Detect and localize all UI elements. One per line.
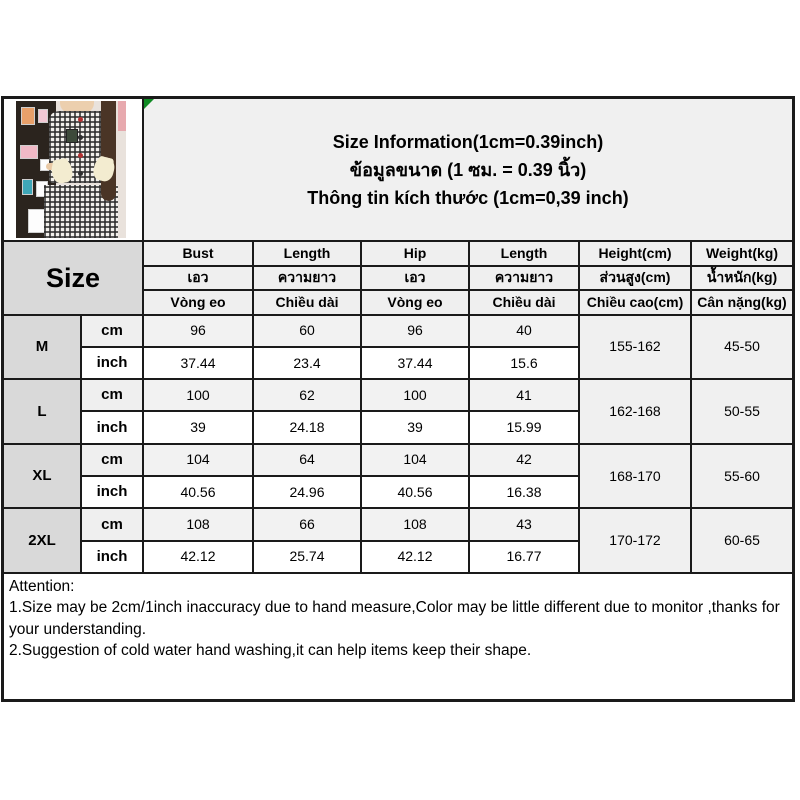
attention-heading: Attention:: [9, 577, 75, 595]
xl-bust-inch: 40.56: [144, 477, 252, 507]
m-length2-inch: 15.6: [470, 348, 578, 378]
col-header-bust-vi: Vòng eo: [144, 291, 252, 314]
l-length2-cm: 41: [470, 380, 578, 410]
col-header-bust-en: Bust: [144, 242, 252, 265]
col-header-length2-th: ความยาว: [470, 267, 578, 290]
col-header-height-th: ส่วนสูง(cm): [580, 267, 690, 290]
size-label-2xl: 2XL: [4, 509, 80, 572]
2xl-length-cm: 66: [254, 509, 360, 539]
col-header-length2-vi: Chiều dài: [470, 291, 578, 314]
l-bust-inch: 39: [144, 412, 252, 442]
col-header-hip-en: Hip: [362, 242, 468, 265]
m-length2-cm: 40: [470, 316, 578, 346]
l-hip-inch: 39: [362, 412, 468, 442]
2xl-length2-cm: 43: [470, 509, 578, 539]
xl-length-inch: 24.96: [254, 477, 360, 507]
xl-weight-range: 55-60: [692, 445, 792, 508]
col-header-hip-th: เอว: [362, 267, 468, 290]
col-header-bust-th: เอว: [144, 267, 252, 290]
unit-inch: inch: [82, 348, 142, 378]
cell-corner-marker-icon: [144, 99, 154, 109]
col-header-length-en: Length: [254, 242, 360, 265]
page-title-en: Size Information(1cm=0.39inch): [332, 131, 604, 152]
m-length-cm: 60: [254, 316, 360, 346]
col-header-length-th: ความยาว: [254, 267, 360, 290]
m-hip-cm: 96: [362, 316, 468, 346]
col-header-height-vi: Chiều cao(cm): [580, 291, 690, 314]
2xl-length-inch: 25.74: [254, 542, 360, 572]
l-length2-inch: 15.99: [470, 412, 578, 442]
2xl-bust-cm: 108: [144, 509, 252, 539]
size-label-l: L: [4, 380, 80, 443]
2xl-length2-inch: 16.77: [470, 542, 578, 572]
l-weight-range: 50-55: [692, 380, 792, 443]
product-photo-cell: [4, 99, 142, 240]
attention-item-1: 1.Size may be 2cm/1inch inaccuracy due to hand measure,Color may be little different due to monitor ,thanks for your understanding.: [9, 599, 780, 638]
m-bust-inch: 37.44: [144, 348, 252, 378]
col-header-weight-en: Weight(kg): [692, 242, 792, 265]
size-label-xl: XL: [4, 445, 80, 508]
col-header-length2-en: Length: [470, 242, 578, 265]
xl-length2-inch: 16.38: [470, 477, 578, 507]
xl-length2-cm: 42: [470, 445, 578, 475]
col-header-hip-vi: Vòng eo: [362, 291, 468, 314]
2xl-bust-inch: 42.12: [144, 542, 252, 572]
l-hip-cm: 100: [362, 380, 468, 410]
xl-bust-cm: 104: [144, 445, 252, 475]
2xl-hip-cm: 108: [362, 509, 468, 539]
page-title-vi: Thông tin kích thước (1cm=0,39 inch): [307, 187, 629, 208]
size-table: [4, 242, 792, 572]
l-length-inch: 24.18: [254, 412, 360, 442]
2xl-weight-range: 60-65: [692, 509, 792, 572]
m-length-inch: 23.4: [254, 348, 360, 378]
2xl-hip-inch: 42.12: [362, 542, 468, 572]
unit-inch: inch: [82, 542, 142, 572]
col-header-height-en: Height(cm): [580, 242, 690, 265]
attention-item-2: 2.Suggestion of cold water hand washing,it can help items keep their shape.: [9, 642, 532, 660]
2xl-height-range: 170-172: [580, 509, 690, 572]
unit-inch: inch: [82, 477, 142, 507]
l-bust-cm: 100: [144, 380, 252, 410]
title-cell: [144, 99, 792, 240]
attention-section: [4, 574, 792, 699]
page-title-th: ข้อมูลขนาด (1 ซม. = 0.39 นิ้ว): [349, 159, 587, 180]
col-header-length-vi: Chiều dài: [254, 291, 360, 314]
m-weight-range: 45-50: [692, 316, 792, 379]
col-header-weight-vi: Cân nặng(kg): [692, 291, 792, 314]
unit-inch: inch: [82, 412, 142, 442]
xl-height-range: 168-170: [580, 445, 690, 508]
m-height-range: 155-162: [580, 316, 690, 379]
col-header-weight-th: น้ำหนัก(kg): [692, 267, 792, 290]
size-chart-box: [1, 96, 795, 702]
l-height-range: 162-168: [580, 380, 690, 443]
size-label-m: M: [4, 316, 80, 379]
unit-cm: cm: [82, 445, 142, 475]
product-photo: [16, 101, 126, 238]
unit-cm: cm: [82, 380, 142, 410]
unit-cm: cm: [82, 316, 142, 346]
header-row: [4, 99, 792, 240]
xl-length-cm: 64: [254, 445, 360, 475]
unit-cm: cm: [82, 509, 142, 539]
size-corner-cell: Size: [4, 242, 142, 314]
photo-model-hair: [101, 101, 116, 201]
l-length-cm: 62: [254, 380, 360, 410]
xl-hip-cm: 104: [362, 445, 468, 475]
m-bust-cm: 96: [144, 316, 252, 346]
xl-hip-inch: 40.56: [362, 477, 468, 507]
m-hip-inch: 37.44: [362, 348, 468, 378]
